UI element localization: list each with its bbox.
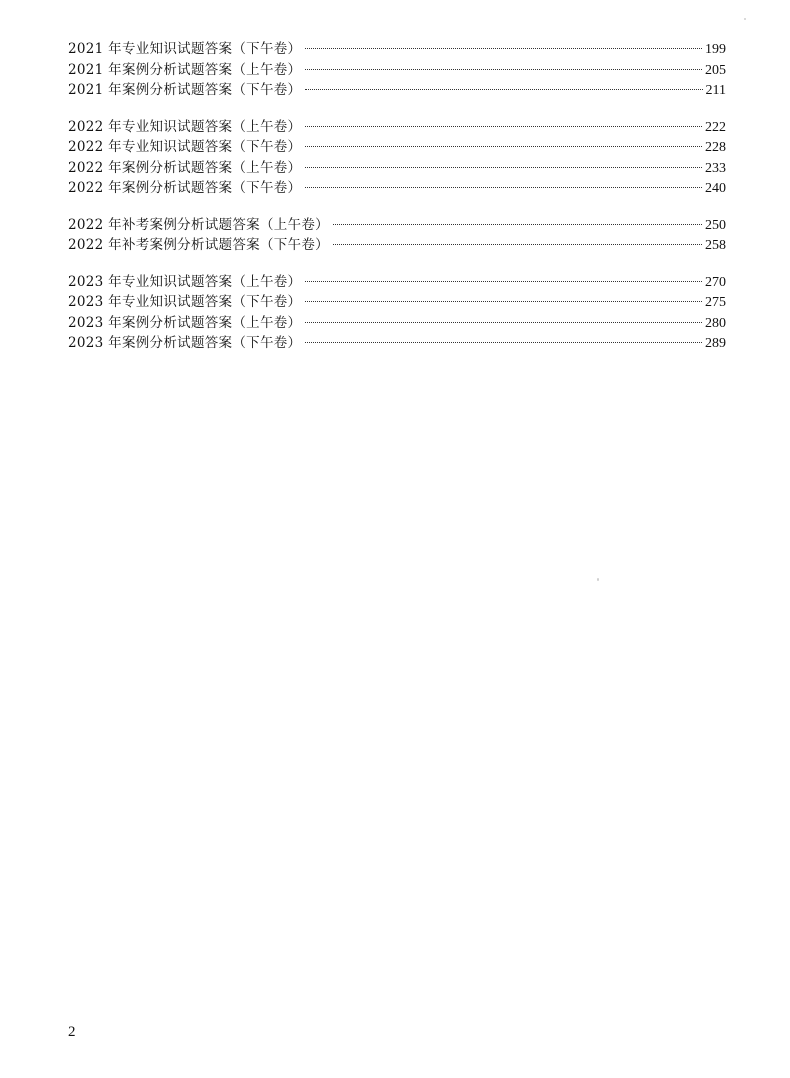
dot-leader xyxy=(305,69,702,70)
toc-entry-title: 2021 年案例分析试题答案（上午卷） xyxy=(68,61,302,78)
toc-entry-page: 280 xyxy=(705,315,726,331)
toc-entry[interactable] xyxy=(68,215,726,236)
dot-leader xyxy=(305,322,702,323)
toc-entry-page: 270 xyxy=(705,274,726,290)
toc-entry[interactable] xyxy=(68,137,726,158)
toc-entry-page: 205 xyxy=(705,62,726,78)
table-of-contents xyxy=(68,39,726,370)
toc-entry-title: 2021 年专业知识试题答案（下午卷） xyxy=(68,41,302,57)
toc-entry[interactable] xyxy=(68,292,726,313)
toc-entry-page: 275 xyxy=(705,295,726,310)
toc-entry-title: 2022 年专业知识试题答案（下午卷） xyxy=(68,139,302,155)
toc-entry-page: 240 xyxy=(705,181,726,196)
dot-leader xyxy=(305,126,702,127)
toc-entry-title: 2022 年补考案例分析试题答案（上午卷） xyxy=(68,216,329,233)
dot-leader xyxy=(305,48,702,49)
dot-leader xyxy=(305,187,702,188)
toc-entry[interactable] xyxy=(68,235,726,256)
toc-entry-page: 289 xyxy=(705,336,726,351)
toc-entry[interactable] xyxy=(68,178,726,199)
toc-entry-title: 2022 年案例分析试题答案（下午卷） xyxy=(68,180,302,196)
toc-entry-page: 199 xyxy=(705,42,726,57)
toc-entry-title: 2022 年案例分析试题答案（上午卷） xyxy=(68,159,302,176)
toc-group-2022 xyxy=(68,117,726,199)
toc-entry-title: 2023 年案例分析试题答案（上午卷） xyxy=(68,314,302,331)
toc-entry-page: 211 xyxy=(705,83,726,98)
dot-leader xyxy=(305,146,702,147)
toc-entry-title: 2023 年专业知识试题答案（上午卷） xyxy=(68,273,302,290)
toc-entry-page: 258 xyxy=(705,238,726,253)
toc-entry[interactable] xyxy=(68,313,726,334)
toc-group-2023 xyxy=(68,272,726,354)
toc-entry-title: 2023 年案例分析试题答案（下午卷） xyxy=(68,335,302,351)
dot-leader xyxy=(305,301,702,302)
toc-entry-page: 228 xyxy=(705,140,726,155)
dot-leader xyxy=(333,224,702,225)
toc-entry[interactable] xyxy=(68,272,726,293)
toc-entry[interactable] xyxy=(68,158,726,179)
toc-entry[interactable] xyxy=(68,117,726,138)
toc-entry-page: 222 xyxy=(705,119,726,135)
toc-entry-title: 2021 年案例分析试题答案（下午卷） xyxy=(68,82,302,98)
dot-leader xyxy=(305,89,702,90)
toc-entry[interactable] xyxy=(68,60,726,81)
toc-group-2021 xyxy=(68,39,726,101)
scan-speck xyxy=(597,578,599,581)
dot-leader xyxy=(305,167,702,168)
toc-entry[interactable] xyxy=(68,39,726,60)
page-number: 2 xyxy=(68,1024,76,1040)
toc-entry[interactable] xyxy=(68,80,726,101)
toc-entry-page: 233 xyxy=(705,160,726,176)
toc-entry-page: 250 xyxy=(705,217,726,233)
dot-leader xyxy=(305,342,702,343)
toc-entry-title: 2022 年补考案例分析试题答案（下午卷） xyxy=(68,237,329,253)
scan-speck xyxy=(744,18,746,20)
toc-entry-title: 2022 年专业知识试题答案（上午卷） xyxy=(68,118,302,135)
toc-entry-title: 2023 年专业知识试题答案（下午卷） xyxy=(68,294,302,310)
toc-group-2022-makeup xyxy=(68,215,726,256)
dot-leader xyxy=(305,281,702,282)
toc-entry[interactable] xyxy=(68,333,726,354)
dot-leader xyxy=(333,244,702,245)
